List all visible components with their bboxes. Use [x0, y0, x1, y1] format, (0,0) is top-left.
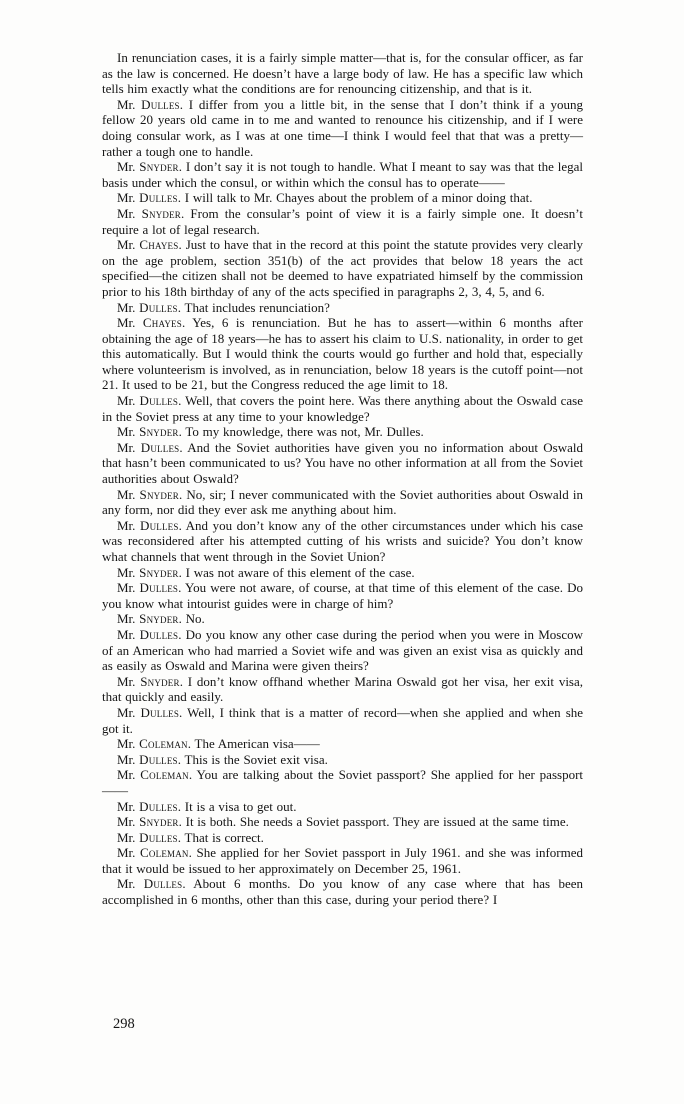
speaker-name: Mr. Snyder.	[117, 564, 186, 580]
paragraph-text: To my knowledge, there was not, Mr. Dulles.	[185, 424, 424, 440]
speaker-name: Mr. Dulles.	[117, 190, 185, 206]
transcript-paragraph	[102, 799, 583, 815]
speaker-name: Mr. Snyder.	[117, 611, 186, 627]
paragraph-text: I was not aware of this element of the case.	[185, 564, 415, 580]
paragraph-text: The American visa——	[194, 736, 320, 752]
transcript-paragraph	[102, 300, 583, 316]
paragraph-text: I don’t know offhand whether Marina Oswald got her visa, her exit visa, that quickly and easily.	[102, 673, 584, 705]
transcript-paragraph	[102, 237, 583, 299]
paragraph-text: I don’t say it is not tough to handle. What I meant to say was that the legal basis under which the consul, or within which the consul has to operate——	[102, 159, 583, 190]
speaker-name: Mr. Dulles.	[117, 751, 185, 767]
transcript-paragraph	[102, 159, 583, 190]
speaker-name: Mr. Dulles.	[117, 704, 188, 720]
paragraph-text: No.	[185, 611, 205, 627]
speaker-name: Mr. Dulles.	[117, 96, 189, 112]
transcript-paragraph	[102, 393, 583, 424]
transcript-paragraph	[102, 611, 583, 627]
transcript-paragraph	[102, 767, 583, 798]
paragraph-text: I will talk to Mr. Chayes about the problem of a minor doing that.	[184, 190, 533, 206]
paragraph-text: That includes renunciation?	[184, 299, 330, 315]
transcript-paragraph	[102, 752, 583, 768]
transcript-paragraph	[102, 440, 583, 487]
transcript-paragraph	[102, 814, 583, 830]
speaker-name: Mr. Snyder.	[117, 814, 186, 830]
transcript	[102, 50, 583, 908]
transcript-paragraph	[102, 627, 583, 674]
paragraph-text: She applied for her Soviet passport in July 1961. and she was informed that it would be issued to her approximately on December 25, 1961.	[102, 845, 584, 876]
speaker-name: Mr. Dulles.	[117, 829, 185, 845]
transcript-paragraph	[102, 487, 583, 518]
speaker-name: Mr. Snyder.	[117, 486, 187, 502]
paragraph-text: And you don’t know any of the other circumstances under which his case was reconsidered after his attempted cutting of his wrists and suicide? You don’t know what channels that went through in the Soviet Union?	[102, 517, 584, 564]
speaker-name: Mr. Dulles.	[117, 626, 186, 642]
paragraph-text: It is a visa to get out.	[184, 798, 297, 814]
speaker-name: Mr. Chayes.	[117, 237, 186, 253]
speaker-name: Mr. Dulles.	[117, 517, 186, 533]
speaker-name: Mr. Snyder.	[117, 205, 191, 221]
speaker-name: Mr. Dulles.	[117, 798, 185, 814]
transcript-paragraph	[102, 876, 583, 907]
transcript-paragraph	[102, 830, 583, 846]
paragraph-text: Do you know any other case during the period when you were in Moscow of an American who had married a Soviet wife and was given an exist visa as quickly and as easily as Oswald and Marina were given theirs?	[102, 626, 584, 674]
transcript-paragraph	[102, 315, 583, 393]
paragraph-text: And the Soviet authorities have given you no information about Oswald that hasn’t been communicated to us? You have no other information at all from the Soviet authorities about Oswald?	[102, 439, 584, 487]
paragraph-text: Well, that covers the point here. Was there anything about the Oswald case in the Soviet press at any time to your knowledge?	[102, 393, 584, 424]
paragraph-text: This is the Soviet exit visa.	[184, 751, 328, 767]
transcript-paragraph	[102, 674, 583, 705]
paragraph-text: Yes, 6 is renunciation. But he has to assert—within 6 months after obtaining the age of 18 years—he has to assert his claim to U.S. nationality, in order to get this automatically. But I would think the courts would go further and hold that, especially where volunteerism is involved, as in renunciation, below 18 years is the cutoff point—not 21. It used to be 21, but the Congress reduced the age limit to 18.	[102, 315, 583, 393]
transcript-paragraph	[102, 206, 583, 237]
speaker-name: Mr. Coleman.	[117, 767, 197, 783]
transcript-paragraph	[102, 580, 583, 611]
transcript-paragraph	[102, 736, 583, 752]
paragraph-text: Well, I think that is a matter of record—when she applied and when she got it.	[102, 704, 584, 736]
speaker-name: Mr. Dulles.	[117, 439, 188, 455]
transcript-paragraph	[102, 845, 583, 876]
paragraph-text: That is correct.	[184, 829, 264, 845]
speaker-name: Mr. Chayes.	[117, 315, 193, 331]
paragraph-text: I differ from you a little bit, in the sense that I don’t think if a young fellow 20 years old came in to me and wanted to renounce his citizenship, and if I were doing consular work, as I was at one time—I think I would feel that that was a pretty—rather a tough one to handle.	[102, 96, 584, 159]
paragraph-text: You were not aware, of course, at that time of this element of the case. Do you know what intourist guides were in charge of him?	[102, 580, 583, 611]
transcript-paragraph	[102, 50, 583, 97]
paragraph-text: In renunciation cases, it is a fairly simple matter—that is, for the consular officer, as far as the law is concerned. He doesn’t have a large body of law. He has a specific law which tells him exactly what the conditions are for renouncing citizenship, and that is it.	[102, 50, 583, 97]
paragraph-text: About 6 months. Do you know of any case where that has been accomplished in 6 months, other than this case, during your period there? I	[102, 876, 583, 908]
speaker-name: Mr. Coleman.	[117, 736, 195, 752]
page-number: 298	[113, 1016, 135, 1032]
transcript-paragraph	[102, 518, 583, 565]
speaker-name: Mr. Snyder.	[117, 424, 186, 440]
paragraph-text: From the consular’s point of view it is a fairly simple one. It doesn’t require a lot of legal research.	[102, 205, 583, 237]
speaker-name: Mr. Coleman.	[117, 845, 197, 861]
paragraph-text: It is both. She needs a Soviet passport. They are issued at the same time.	[185, 814, 569, 830]
speaker-name: Mr. Snyder.	[117, 673, 188, 689]
transcript-paragraph	[102, 565, 583, 581]
paragraph-text: Just to have that in the record at this point the statute provides very clearly on the age problem, section 351(b) of the act provides that below 18 years the act specified—the citizen shall not be deemed to have expatriated himself by the commission prior to his 18th birthday of any of the acts specified in paragraphs 2, 3, 4, 5, and 6.	[102, 237, 584, 299]
transcript-paragraph	[102, 424, 583, 440]
transcript-paragraph	[102, 190, 583, 206]
speaker-name: Mr. Dulles.	[117, 393, 186, 409]
speaker-name: Mr. Dulles.	[117, 299, 185, 315]
speaker-name: Mr. Snyder.	[117, 159, 186, 175]
speaker-name: Mr. Dulles.	[117, 876, 194, 892]
paragraph-text: You are talking about the Soviet passport? She applied for her passport——	[102, 767, 584, 798]
paragraph-text: No, sir; I never communicated with the Soviet authorities about Oswald in any form, nor did they ever ask me anything about him.	[102, 486, 584, 518]
speaker-name: Mr. Dulles.	[117, 580, 186, 596]
transcript-paragraph	[102, 705, 583, 736]
transcript-paragraph	[102, 97, 583, 159]
